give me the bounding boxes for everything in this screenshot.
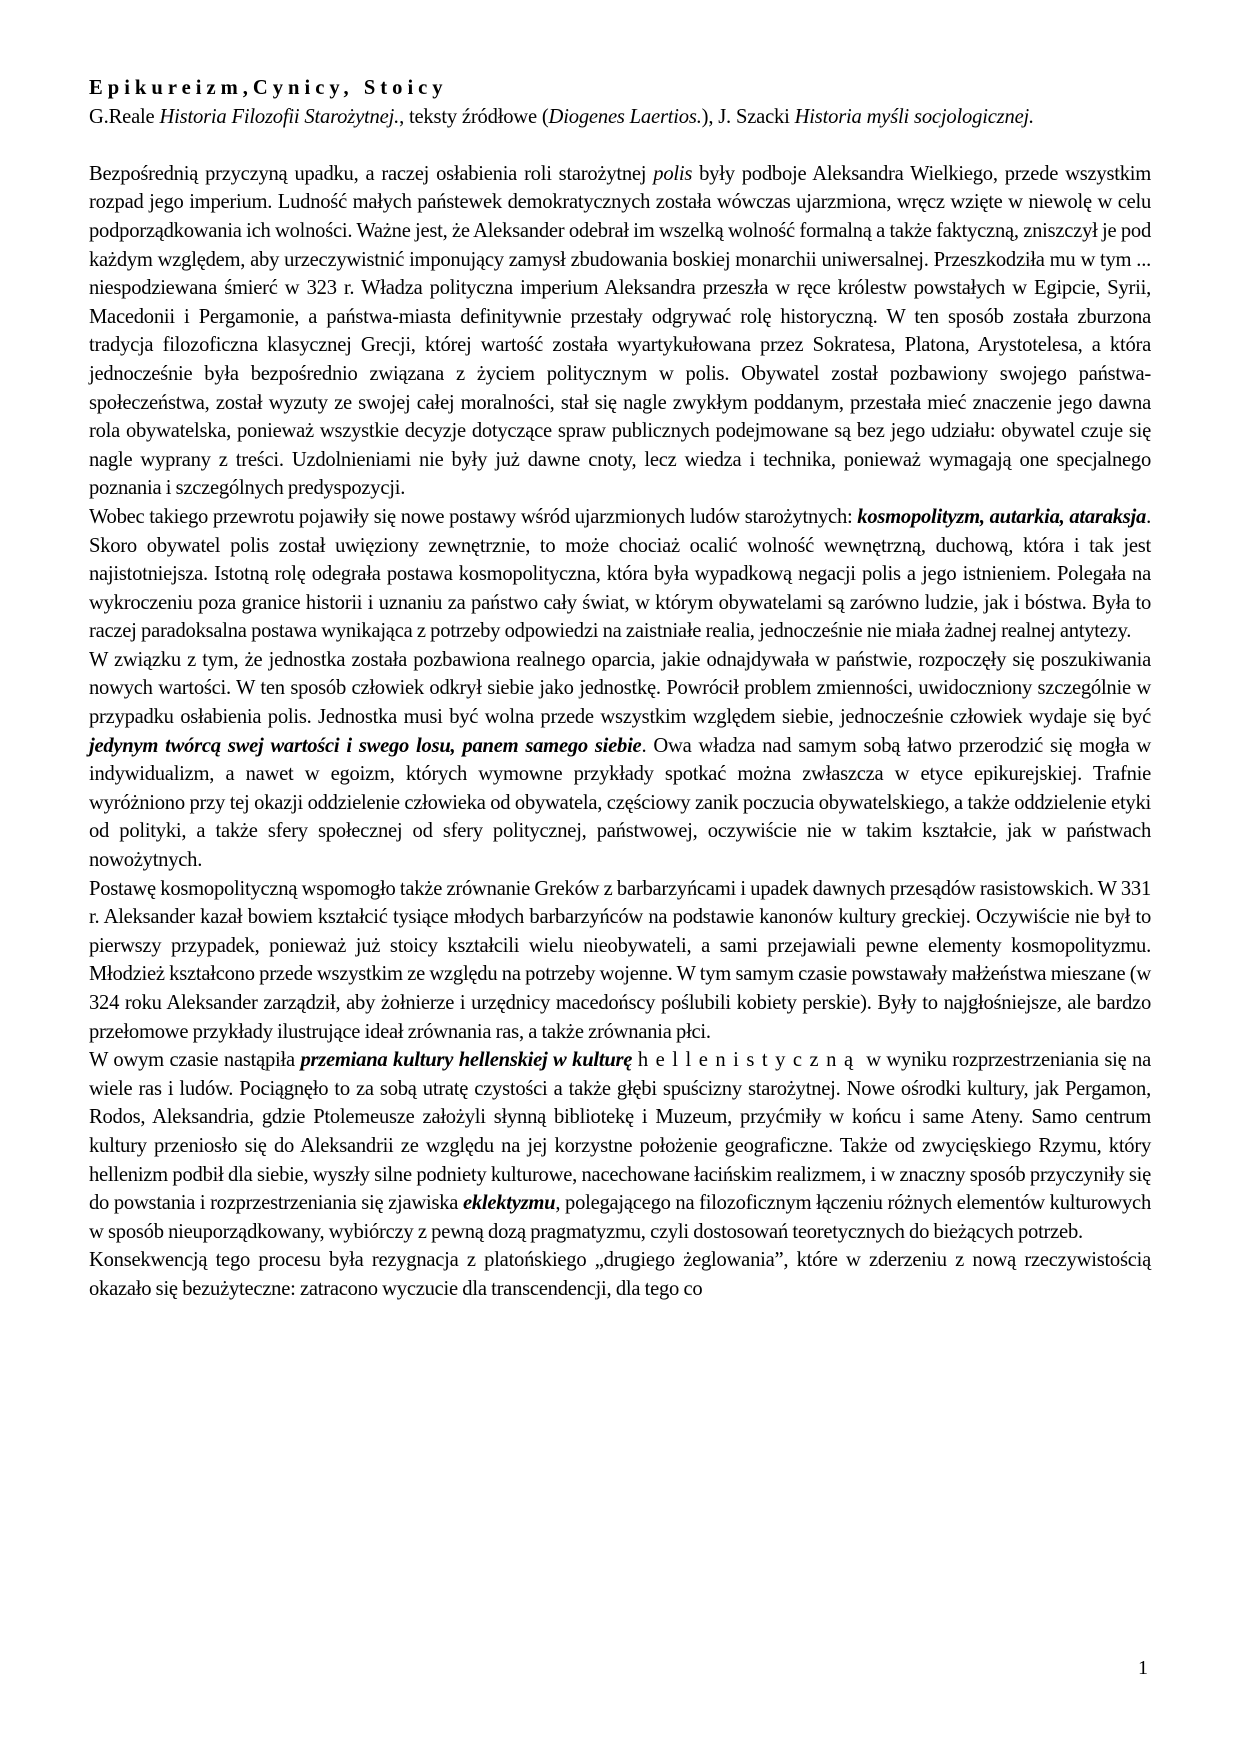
paragraph-1-term-polis: polis — [653, 162, 693, 185]
document-body — [89, 74, 1151, 1304]
paragraph-1-text-c: były podboje Aleksandra Wielkiego, przede wszystkim rozpad jego imperium. Ludność małych państewek demokratycznych została wówczas ujarzmiona, wręcz wzięte w niewolę w celu podporządkowania ich wolności. Ważne jest, że Aleksander odebrał im wszelką wolność formalną a także faktyczną, zniszczył je pod każdym względem, aby urzeczywistnić imponujący zamysł zbudowania boskiej monarchii uniwersalnej. Przeszkodziła mu w tym ... niespodziewana śmierć w 323 r. Władza polityczna imperium Aleksandra przeszła w ręce królestw powstałych w Egipcie, Syrii, Macedonii i Pergamonie, a państwa-miasta definitywnie przestały odgrywać rolę historyczną. W ten sposób została zburzona tradycja filozoficzna klasycznej Grecji, której wartość została wyartykułowana przez Sokratesa, Platona, Arystotelesa, a która jednocześnie była bezpośrednio związana z życiem politycznym w polis. Obywatel został pozbawiony swojego państwa-społeczeństwa, został wyzuty ze swojej całej moralności, stał się nagle zwykłym poddanym, przestała mieć znaczenie jego dawna rola obywatelska, ponieważ wszystkie decyzje dotyczące spraw publicznych podejmowane są bez jego udziału: obywatel czuje się nagle wyprany z treści. Uzdolnieniami nie były już dawne cnoty, lecz wiedza i technika, ponieważ wymagają one specjalnego poznania i szczególnych predyspozycji. — [89, 162, 1151, 500]
paragraph-5-term-eklektyzm: eklektyzmu — [462, 1192, 556, 1215]
paragraph-2-text-c: . Skoro obywatel polis został uwięziony zewnętrznie, to może chociaż ocalić wolność wewnętrzną, duchową, która i tak jest najistotniejsza. Istotną rolę odegrała postawa kosmopolityczna, która była wypadkową negacji polis a jego istnieniem. Polegała na wykroczeniu poza granice historii i uznaniu za państwo cały świat, w którym obywatelami są zarówno ludzie, jak i bóstwa. Była to raczej paradoksalna postawa wynikająca z potrzeby odpowiedzi na zaistniałe realia, jednocześnie nie miała żadnej realnej antytezy. — [89, 505, 1151, 643]
paragraph-5 — [89, 1046, 1151, 1246]
paragraph-3-emphasis: jedynym twórcą swej wartości i swego losu, panem samego siebie — [89, 734, 642, 757]
page-number: 1 — [1138, 1657, 1148, 1679]
reference-szacki-author: ), J. Szacki — [701, 105, 795, 128]
paragraph-3 — [89, 646, 1151, 875]
blank-line — [89, 131, 1151, 160]
paragraph-5-text-g: , polegającego na filozoficznym łączeniu różnych elementów kulturowych w sposób nieuporządkowany, wybiórczy z pewną dozą pragmatyzmu, czyli dostosowań teoretycznych do bieżących potrzeb. — [89, 1192, 1151, 1243]
paragraph-5-text-a: W owym czasie nastąpiła — [89, 1049, 301, 1072]
reference-book-reale: Historia Filozofii Starożytnej. — [159, 105, 400, 128]
paragraph-3-text-a: W związku z tym, że jednostka została pozbawiona realnego oparcia, jakie odnajdywała w państwie, rozpoczęły się poszukiwania nowych wartości. W ten sposób człowiek odkrył siebie jako jednostkę. Powrócił problem zmienności, uwidoczniony szczególnie w przypadku osłabienia polis. Jednostka musi być wolna przede wszystkim względem siebie, jednocześnie człowiek wydaje się być — [89, 648, 1151, 729]
reference-sources-text: , teksty źródłowe ( — [399, 105, 549, 128]
paragraph-3-text-c: . Owa władza nad samym sobą łatwo przerodzić się mogła w indywidualizm, a nawet w egoizm, których wymowne przykłady spotkać można zwłaszcza w etyce epikurejskiej. Trafnie wyróżniono przy tej okazji oddzielenie człowieka od obywatela, częściowy zanik poczucia obywatelskiego, a także oddzielenie etyki od polityki, a także sfery społecznej od sfery politycznej, państwowej, oczywiście nie w takim kształcie, jak w państwach nowożytnych. — [89, 734, 1151, 872]
paragraph-5-emphasis: przemiana kultury hellenskiej w kulturę — [300, 1049, 633, 1072]
references-line — [89, 103, 1151, 132]
paragraph-5-spaced-term: hellenistyczną — [637, 1049, 861, 1072]
paragraph-5-text-e: w wyniku rozprzestrzeniania się na wiele ras i ludów. Pociągnęło to za sobą utratę czystości a także głębi spuścizny starożytnej. Nowe ośrodki kultury, jak Pergamon, Rodos, Aleksandria, gdzie Ptolemeusze założyli słynną bibliotekę i Muzeum, przyćmiły w końcu i same Ateny. Samo centrum kultury przeniosło się do Aleksandrii ze względu na jej korzystne położenie geograficzne. Także od zwycięskiego Rzymu, który hellenizm podbił dla siebie, wyszły silne podniety kulturowe, nacechowane łacińskim realizmem, i w znaczny sposób przyczyniły się do powstania i rozprzestrzeniania się zjawiska — [89, 1049, 1151, 1215]
reference-diogenes: Diogenes Laertios. — [548, 105, 702, 128]
paragraph-1-text-a: Bezpośrednią przyczyną upadku, a raczej osłabienia roli starożytnej — [89, 162, 654, 185]
paragraph-6: Konsekwencją tego procesu była rezygnacja z platońskiego „drugiego żeglowania”, które w zderzeniu z nową rzeczywistością okazało się bezużyteczne: zatracono wyczucie dla transcendencji, dla tego co — [89, 1249, 1151, 1300]
reference-book-szacki: Historia myśli socjologicznej. — [794, 105, 1034, 128]
paragraph-2 — [89, 503, 1151, 646]
reference-author: G.Reale — [89, 105, 160, 128]
document-title: Epikureizm,Cynicy, Stoicy — [89, 77, 448, 99]
paragraph-2-text-a: Wobec takiego przewrotu pojawiły się nowe postawy wśród ujarzmionych ludów starożytnych: — [89, 505, 858, 528]
paragraph-1 — [89, 160, 1151, 503]
paragraph-2-terms: kosmopolityzm, autarkia, ataraksja — [857, 505, 1147, 528]
paragraph-4: Postawę kosmopolityczną wspomogło także zrównanie Greków z barbarzyńcami i upadek dawnych przesądów rasistowskich. W 331 r. Aleksander kazał bowiem kształcić tysiące młodych barbarzyńców na podstawie kanonów kultury greckiej. Oczywiście nie był to pierwszy przypadek, ponieważ już stoicy kształcili wielu nieobywateli, a sami przejawiali pewne elementy kosmopolityzmu. Młodzież kształcono przede wszystkim ze względu na potrzeby wojenne. W tym samym czasie powstawały małżeństwa mieszane (w 324 roku Aleksander zarządził, aby żołnierze i urzędnicy macedońscy poślubili kobiety perskie). Były to najgłośniejsze, ale bardzo przełomowe przykłady ilustrujące ideał zrównania ras, a także zrównania płci. — [89, 877, 1151, 1043]
